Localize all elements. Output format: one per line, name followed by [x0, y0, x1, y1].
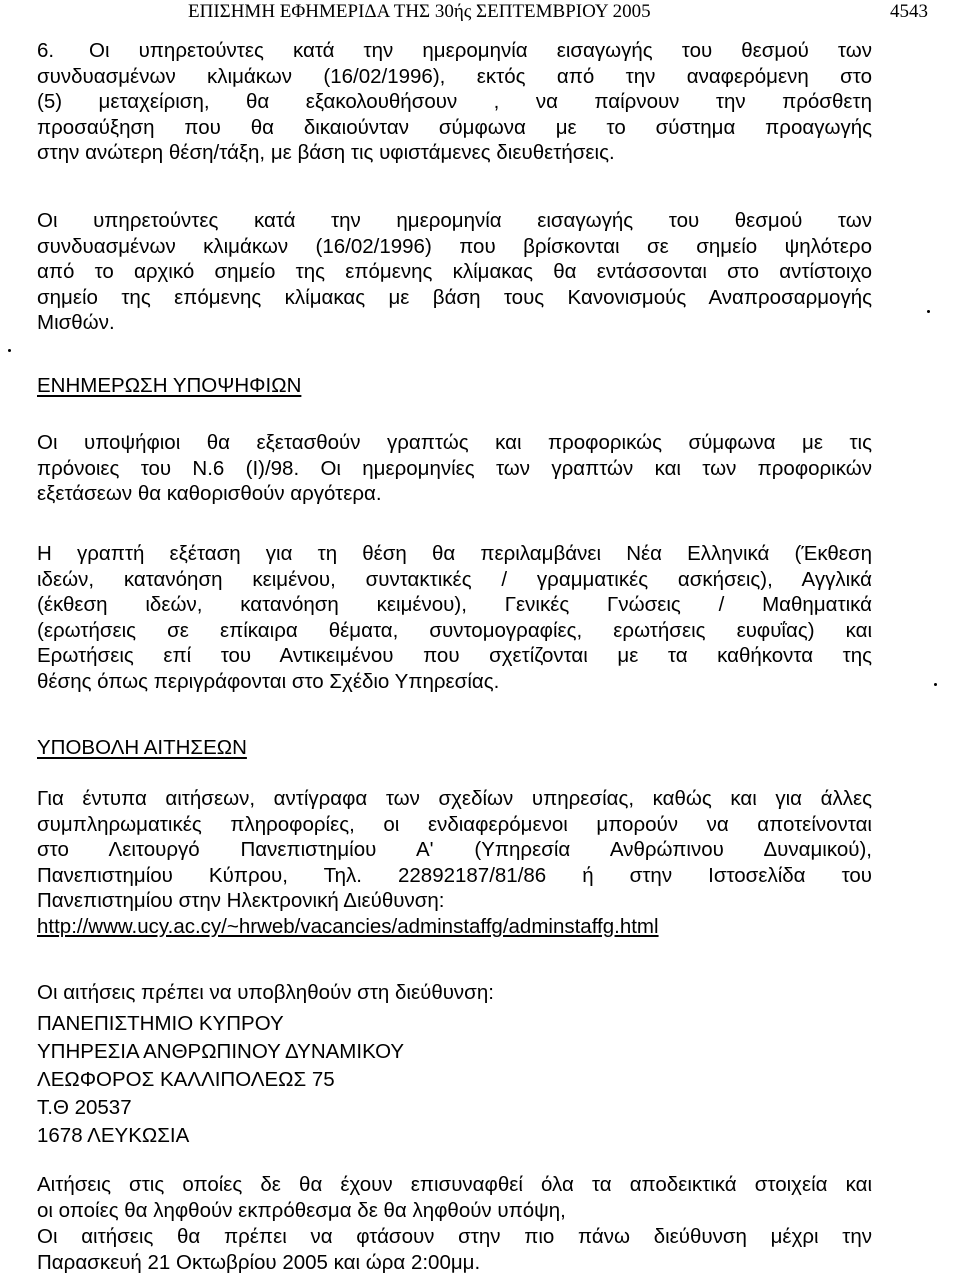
address-line: 1678 ΛΕΥΚΩΣΙΑ [37, 1124, 190, 1147]
paragraph-line: προσαύξηση που θα δικαιούνταν σύμφωνα με το σύστημα προαγωγής [37, 115, 872, 139]
paragraph-line: (ερωτήσεις σε επίκαιρα θέματα, συντομογραφίες, ερωτήσεις ευφυΐας) και [37, 618, 872, 642]
paragraph-line: συνδυασμένων κλιμάκων (16/02/1996) που βρίσκονται σε σημείο ψηλότερο [37, 234, 872, 258]
item-number: 6. [37, 39, 55, 62]
paragraph-line: στο Λειτουργό Πανεπιστημίου Α' (Υπηρεσία Ανθρώπινου Δυναμικού), [37, 838, 872, 861]
paragraph-line: Οι υποψήφιοι θα εξετασθούν γραπτώς και προφορικώς σύμφωνα με τις [37, 431, 872, 454]
heading-candidates-info: ΕΝΗΜΕΡΩΣΗ ΥΠΟΨΗΦΙΩΝ [37, 374, 302, 397]
postal-address [37, 1010, 872, 1150]
paragraph-line: συμπληρωματικές πληροφορίες, οι ενδιαφερόμενοι μπορούν να αποτείνονται [37, 812, 872, 836]
forms-paragraph [37, 786, 872, 939]
paragraph-line: (έκθεση ιδεών, κατανόηση κειμένου), Γενικές Γνώσεις / Μαθηματικά [37, 593, 872, 616]
scan-speck [8, 349, 11, 352]
address-line: ΥΠΗΡΕΣΙΑ ΑΝΘΡΩΠΙΝΟΥ ΔΥΝΑΜΙΚΟΥ [37, 1040, 405, 1063]
paragraph-line: οι οποίες θα ληφθούν εκπρόθεσμα δε θα ληφθούν υπόψη, [37, 1199, 566, 1222]
scan-speck [927, 310, 930, 313]
paragraph-line: ιδεών, κατανόηση κειμένου, συντακτικές / γραμματικές ασκήσεις), Αγγλικά [37, 567, 872, 591]
paragraph-line: Αιτήσεις στις οποίες δε θα έχουν επισυναφθεί όλα τα αποδεικτικά στοιχεία και [37, 1173, 872, 1196]
paragraph-line: Για έντυπα αιτήσεων, αντίγραφα των σχεδίων υπηρεσίας, καθώς και για άλλες [37, 787, 872, 810]
paragraph-line: σημείο της επόμενης κλίμακας με βάση τους Κανονισμούς Αναπροσαρμογής [37, 285, 872, 309]
exams-paragraph [37, 430, 872, 507]
paragraph-line: Πανεπιστημίου στην Ηλεκτρονική Διεύθυνση: [37, 889, 445, 912]
address-line: ΠΑΝΕΠΙΣΤΗΜΙΟ ΚΥΠΡΟΥ [37, 1012, 284, 1035]
paragraph-line: Οι αιτήσεις θα πρέπει να φτάσουν στην πιο πάνω διεύθυνση μέχρι την [37, 1225, 872, 1248]
paragraph-line: εξετάσεων θα καθορισθούν αργότερα. [37, 482, 382, 505]
paragraph-line: 6. Οι υπηρετούντες κατά την ημερομηνία εισαγωγής του θεσμού των [37, 39, 872, 62]
page-number: 4543 [890, 1, 928, 22]
scan-speck [934, 683, 937, 686]
address-line: ΛΕΩΦΟΡΟΣ ΚΑΛΛΙΠΟΛΕΩΣ 75 [37, 1068, 335, 1091]
item-6-paragraph [37, 38, 872, 166]
paragraph-line: συνδυασμένων κλιμάκων (16/02/1996), εκτός από την αναφερόμενη στο [37, 64, 872, 88]
written-exam-paragraph [37, 541, 872, 694]
paragraph-line: θέσης όπως περιγράφονται στο Σχέδιο Υπηρεσίας. [37, 669, 500, 693]
paragraph-line: (5) μεταχείριση, θα εξακολουθήσουν , να παίρνουν την πρόσθετη [37, 90, 872, 113]
paragraph-line: Μισθών. [37, 311, 115, 334]
page-header [188, 0, 928, 24]
gazette-title: ΕΠΙΣΗΜΗ ΕΦΗΜΕΡΙΔΑ ΤΗΣ 30ής ΣΕΠΤΕΜΒΡΙΟΥ 2005 [188, 1, 651, 22]
heading-applications: ΥΠΟΒΟΛΗ ΑΙΤΗΣΕΩΝ [37, 736, 247, 759]
paragraph-line: πρόνοιες του Ν.6 (Ι)/98. Οι ημερομηνίες των γραπτών και των προφορικών [37, 456, 872, 480]
paragraph-line: Παρασκευή 21 Οκτωβρίου 2005 και ώρα 2:00μμ. [37, 1251, 481, 1274]
paragraph-line: Οι υπηρετούντες κατά την ημερομηνία εισαγωγής του θεσμού των [37, 209, 872, 232]
paragraph-line: Η γραπτή εξέταση για τη θέση θα περιλαμβάνει Νέα Ελληνικά (Έκθεση [37, 542, 872, 565]
paragraph-line: Πανεπιστημίου Κύπρου, Τηλ. 22892187/81/86 ή στην Ιστοσελίδα του [37, 863, 872, 887]
paragraph-line: Ερωτήσεις επί του Αντικειμένου που σχετίζονται με τα καθήκοντα της [37, 644, 872, 667]
final-paragraph [37, 1172, 872, 1276]
paragraph-line: στην ανώτερη θέση/τάξη, με βάση τις υφιστάμενες διευθετήσεις. [37, 141, 615, 164]
scales-paragraph [37, 208, 872, 336]
paragraph-line: από το αρχικό σημείο της επόμενης κλίμακας θα εντάσσονται στο αντίστοιχο [37, 260, 872, 283]
address-line: Τ.Θ 20537 [37, 1096, 132, 1119]
submit-intro: Οι αιτήσεις πρέπει να υποβληθούν στη διεύθυνση: [37, 981, 494, 1004]
vacancy-url-link[interactable]: http://www.ucy.ac.cy/~hrweb/vacancies/adminstaffg/adminstaffg.html [37, 914, 659, 938]
